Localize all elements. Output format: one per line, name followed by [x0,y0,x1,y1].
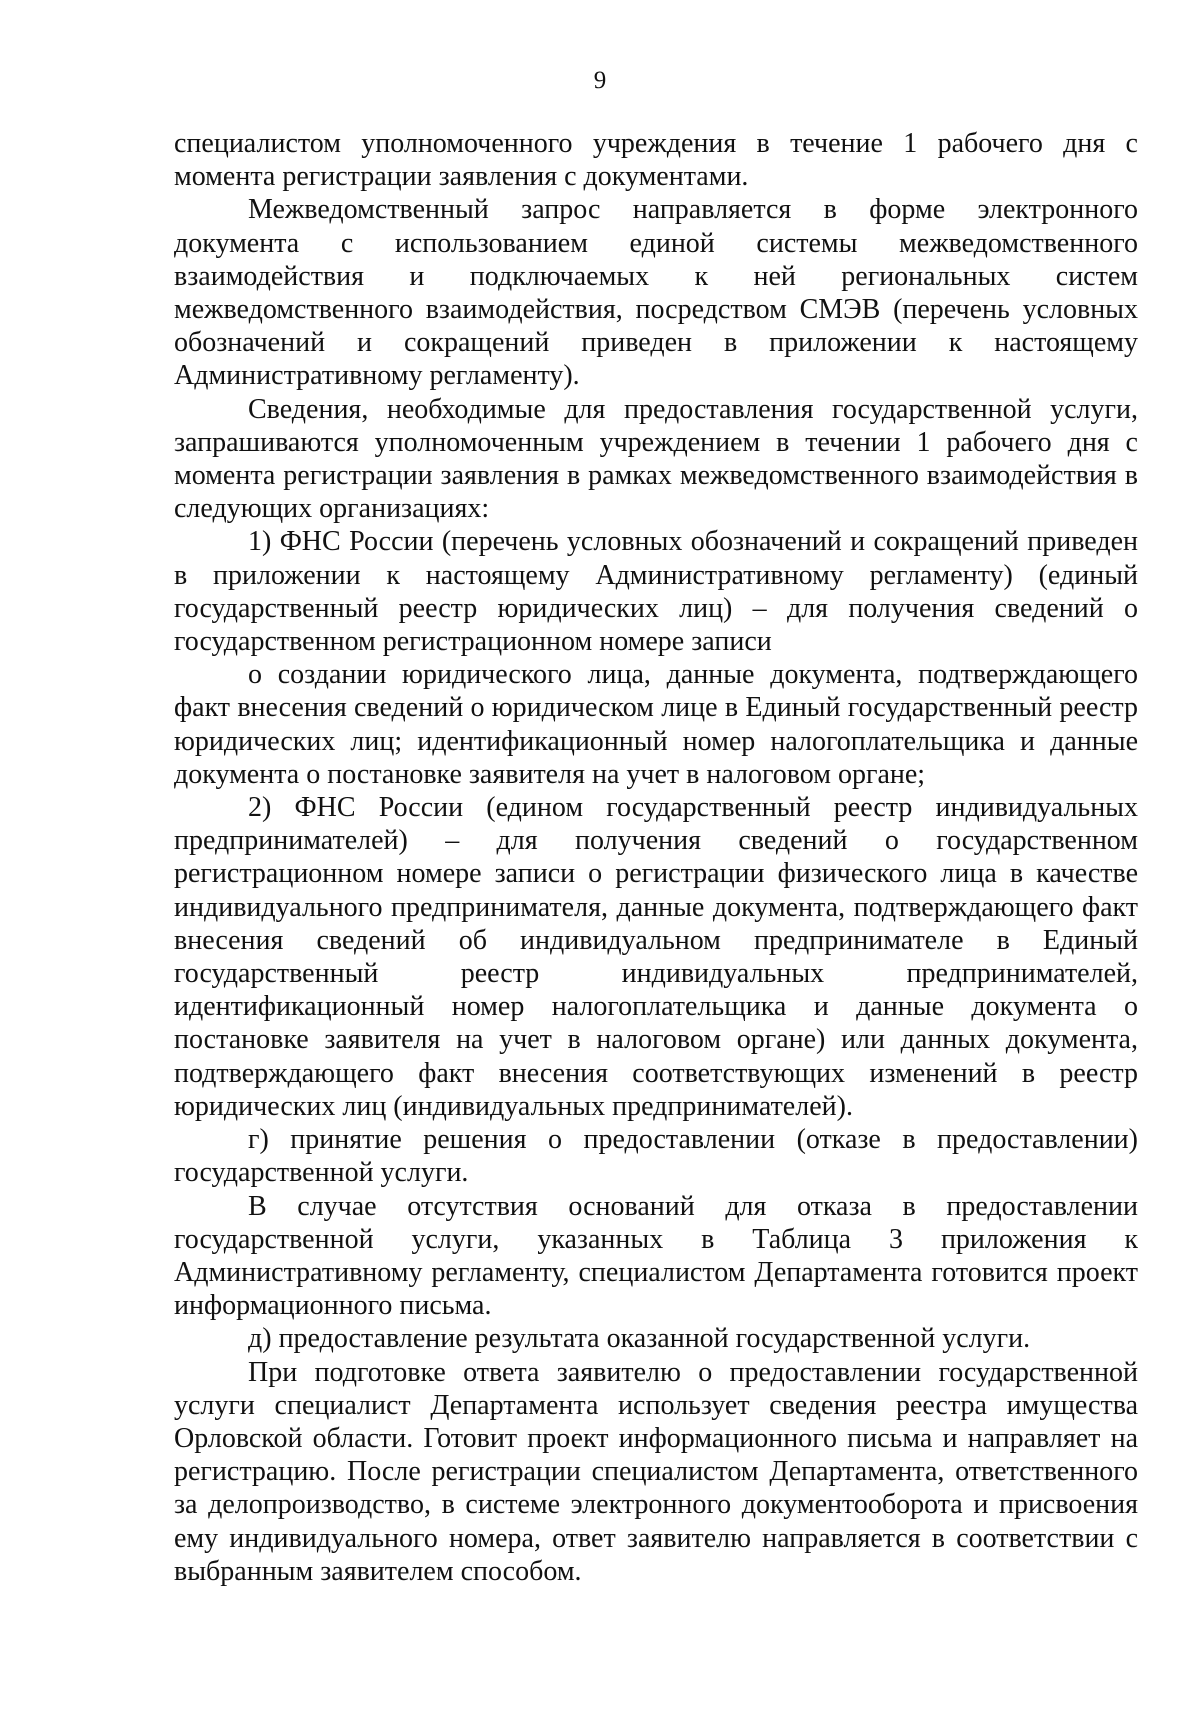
list-item-paragraph: д) предоставление результата оказанной государственной услуги. [248,1323,1031,1355]
page-number: 9 [593,67,607,94]
paragraph: Сведения, необходимые для предоставления государственной услуги, запрашиваются уполномоченным учреждением в течении 1 рабочего дня с момента регистрации заявления в рамках межведомственного взаимодействия в следующих организациях: [174,393,1138,525]
paragraph: о создании юридического лица, данные документа, подтверждающего факт внесения сведений о юридическом лице в Единый государственный реестр юридических лиц; идентификационный номер налогоплательщика и данные документа о постановке заявителя на учет в налоговом органе; [174,659,1138,790]
list-item-paragraph: 2) ФНС России (едином государственный реестр индивидуальных предпринимателей) – для получения сведений о государственном регистрационном номере записи о регистрации физического лица в качестве индивидуального предпринимателя, данные документа, подтверждающего факт внесения сведений об индивидуальном предпринимателе в Единый государственный реестр индивидуальных предпринимателей, идентификационный номер налогоплательщика и данные документа о постановке заявителя на учет в налоговом органе) или данных документа, подтверждающего факт внесения соответствующих изменений в реестр юридических лиц (индивидуальных предпринимателей). [174,792,1138,1122]
paragraph: В случае отсутствия оснований для отказа в предоставлении государственной услуги, указанных в Таблица 3 приложения к Административному регламенту, специалистом Департамента готовится проект информационного письма. [174,1190,1138,1322]
list-item-paragraph: г) принятие решения о предоставлении (отказе в предоставлении) государственной услуги. [174,1124,1138,1189]
paragraph: При подготовке ответа заявителю о предоставлении государственной услуги специалист Департамента использует сведения реестра имущества Орловской области. Готовит проект информационного письма и направляет на регистрацию. После регистрации специалистом Департамента, ответственного за делопроизводство, в системе электронного документооборота и присвоения ему индивидуального номера, ответ заявителю направляется в соответствии с выбранным заявителем способом. [174,1356,1138,1587]
document-body [174,127,1138,1588]
paragraph: Межведомственный запрос направляется в форме электронного документа с использованием единой системы межведомственного взаимодействия и подключаемых к ней региональных систем межведомственного взаимодействия, посредством СМЭВ (перечень условных обозначений и сокращений приведен в приложении к настоящему Административному регламенту). [174,194,1138,392]
paragraph: специалистом уполномоченного учреждения в течение 1 рабочего дня с момента регистрации заявления с документами. [174,128,1138,193]
list-item-paragraph: 1) ФНС России (перечень условных обозначений и сокращений приведен в приложении к настоящему Административному регламенту) (единый государственный реестр юридических лиц) – для получения сведений о государственном регистрационном номере записи [174,526,1138,658]
